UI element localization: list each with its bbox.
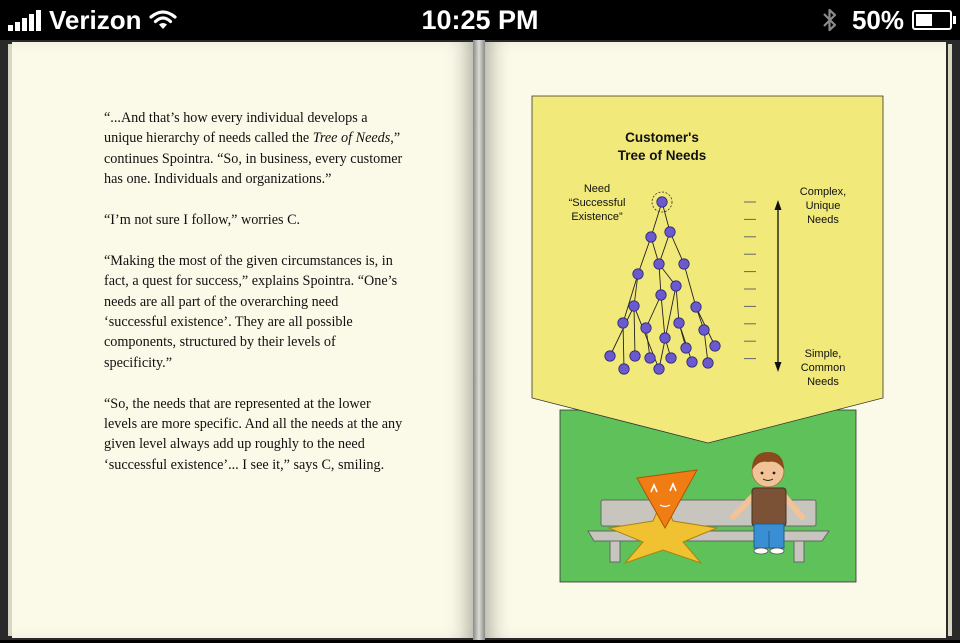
page-text [104,108,404,496]
paragraph-3: “Making the most of the given circumstances is, in fact, a quest for success,” explains Spointra. “One’s needs are all part of the overarching need ‘successful existence’. They are all possible components, structured by their levels of specificity.” [104,252,398,371]
tree-of-needs-term: Tree of Needs [312,130,391,147]
need-label-line3: Existence” [571,211,623,223]
tree-node [660,333,670,343]
simple-label-line1: Simple, [804,348,842,360]
tree-node [710,341,720,351]
tree-node [605,351,615,361]
tree-node [665,227,675,237]
left-page[interactable] [12,42,473,638]
need-label-line2: “Successful [568,197,626,209]
tree-node [699,325,709,335]
need-label-line1: Need [583,183,611,195]
tree-node [618,318,628,328]
bluetooth-icon [822,7,838,33]
complex-label-line1: Complex, [799,186,847,198]
tree-node [619,364,629,374]
tree-node [691,302,701,312]
paragraph-1-start: “...And that’s how every individual develops a unique hierarchy of needs called the [104,110,368,147]
complex-label-line3: Needs [807,214,839,226]
status-time: 10:25 PM [421,5,539,35]
battery-percent: 50% [851,4,904,35]
carrier-name: Verizon [49,4,142,35]
simple-label-line2: Common [800,362,846,374]
tree-node [674,318,684,328]
tree-node [654,364,664,374]
paragraph-2: “I’m not sure I follow,” worries C. [104,212,301,229]
status-bar [0,0,960,40]
tree-node [629,301,639,311]
paragraph-1-end: ,” continues Spointra. “So, in business, every customer has one. Individuals and organizations.” [104,130,403,188]
status-right [822,4,952,36]
tree-node [679,259,689,269]
tree-node [641,323,651,333]
simple-label-line3: Needs [807,376,839,388]
book-spine [473,40,485,640]
paragraph-1 [104,108,404,190]
tree-node [681,343,691,353]
tree-node [687,357,697,367]
battery-fill [916,14,932,26]
tree-node [633,269,643,279]
tree-node [671,281,681,291]
tree-node [666,353,676,363]
tree-node [645,353,655,363]
complex-label-line2: Unique [805,200,841,212]
battery-icon [912,10,952,30]
tree-node [646,232,656,242]
tree-node [703,358,713,368]
right-page[interactable] [485,42,946,638]
diagram-title-line2: Tree of Needs [617,148,707,163]
paragraph-4: “So, the needs that are represented at the lower levels are more specific. And all the needs at the any given level always add up roughly to the need ‘successful existence’... I see it,” says C, smiling. [104,395,403,473]
diagram-title-line1: Customer's [625,130,699,145]
tree-node [630,351,640,361]
tree-root-node [657,197,667,207]
tree-node [656,290,666,300]
tree-of-needs-illustration [485,42,946,638]
battery-nub [953,16,956,24]
page-edge-right [948,44,952,636]
needs-banner [532,96,883,443]
book-spread [0,40,960,640]
tree-node [654,259,664,269]
